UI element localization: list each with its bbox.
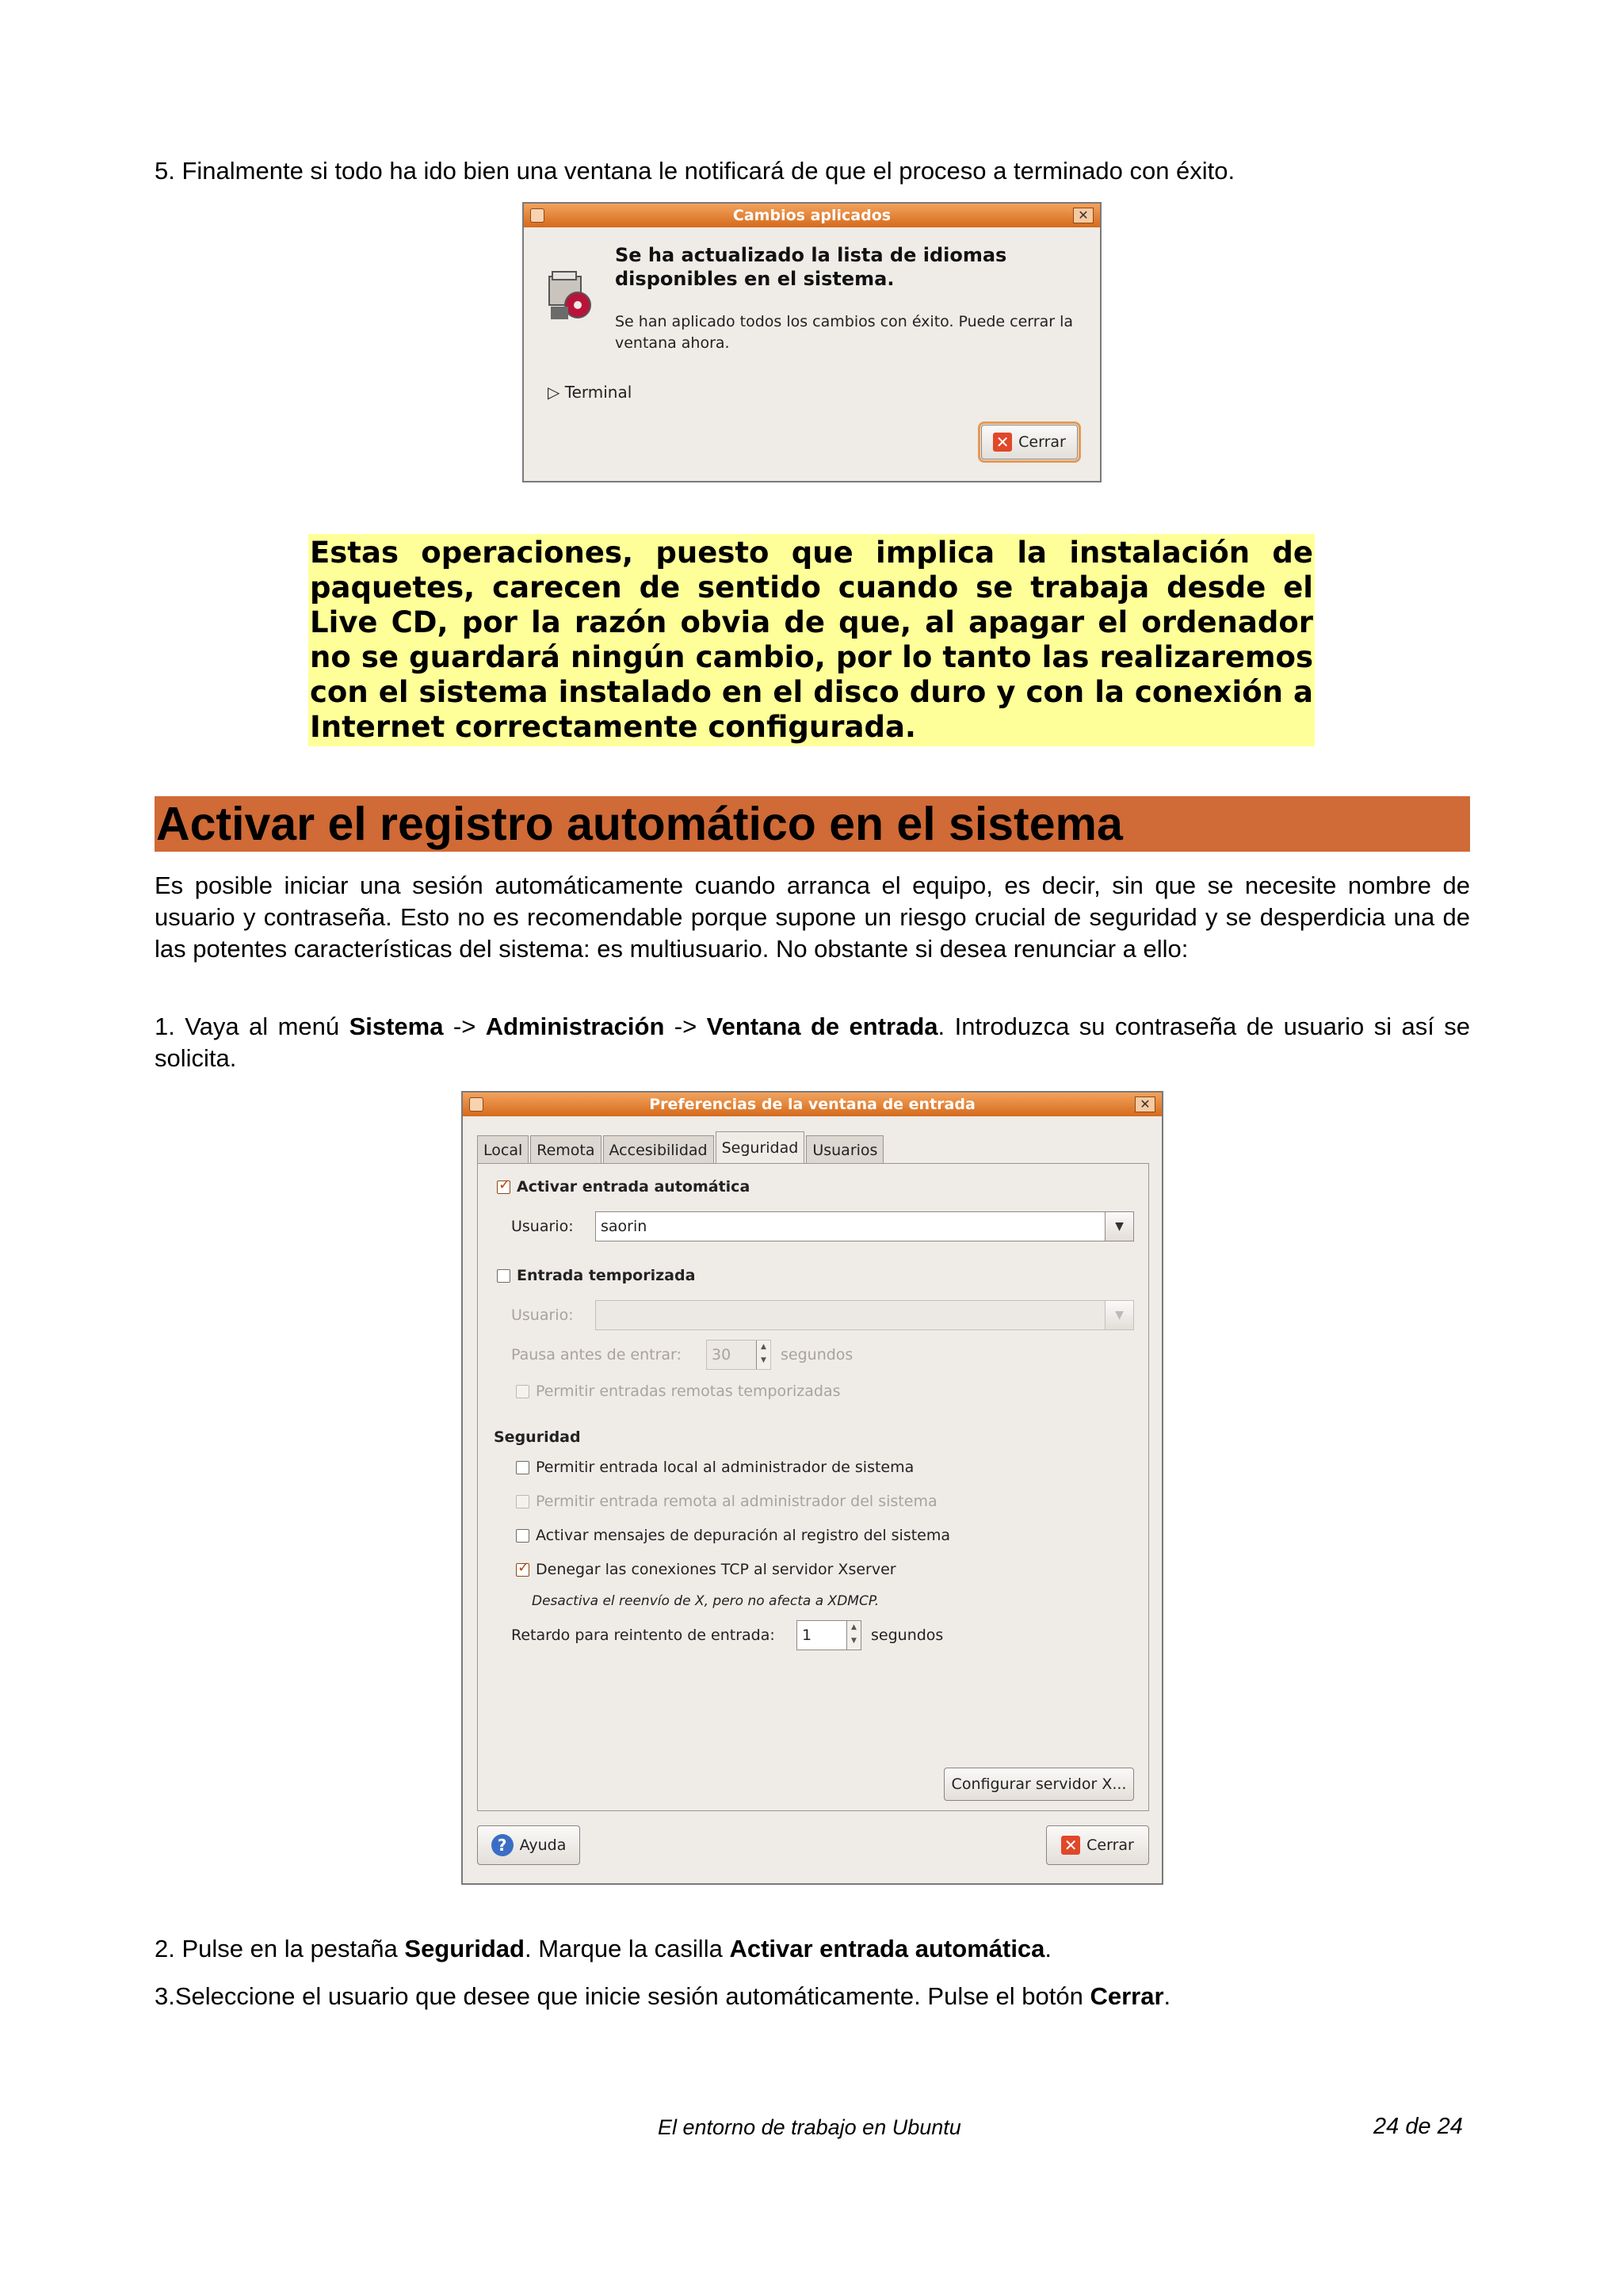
timed-login-checkbox-row[interactable]: [497, 1267, 695, 1284]
security-tab-panel: [477, 1163, 1149, 1811]
close-icon[interactable]: ✕: [1073, 208, 1094, 223]
local-admin-label: Permitir entrada local al administrador de sistema: [536, 1459, 915, 1476]
menu-ventana-entrada: Ventana de entrada: [706, 1013, 938, 1040]
step-2-mid: . Marque la casilla: [524, 1935, 730, 1962]
close-button-icon: ✕: [1061, 1836, 1080, 1855]
step-2-text: [155, 1933, 1470, 1965]
step-2-checkbox-name: Activar entrada automática: [729, 1935, 1045, 1962]
window-menu-icon[interactable]: [530, 208, 544, 223]
step-3-suffix: .: [1163, 1982, 1171, 2010]
step-2-prefix: 2. Pulse en la pestaña: [155, 1935, 405, 1962]
footer-title: El entorno de trabajo en Ubuntu: [658, 2115, 961, 2139]
tab-accesibilidad[interactable]: Accesibilidad: [603, 1135, 714, 1164]
chevron-down-icon[interactable]: ▼: [1105, 1301, 1133, 1329]
tab-seguridad[interactable]: Seguridad: [716, 1131, 805, 1165]
login-preferences-dialog: [461, 1091, 1163, 1885]
debug-messages-label: Activar mensajes de depuración al registro del sistema: [536, 1527, 951, 1544]
tab-usuarios[interactable]: Usuarios: [806, 1135, 884, 1164]
help-button[interactable]: [477, 1825, 580, 1865]
retry-delay-value: 1: [802, 1627, 812, 1644]
pause-value: 30: [712, 1346, 731, 1363]
step-3-prefix: 3.Seleccione el usuario que desee que inicie sesión automáticamente. Pulse el botón: [155, 1982, 1090, 2010]
spin-up-icon[interactable]: ▲: [761, 1343, 766, 1351]
deny-tcp-checkbox[interactable]: [516, 1563, 529, 1577]
expander-label: Terminal: [564, 383, 632, 402]
retry-delay-spinner[interactable]: [796, 1620, 861, 1650]
auto-login-user-combo[interactable]: [595, 1211, 1134, 1241]
dialog-titlebar: [524, 204, 1100, 227]
live-cd-note: Estas operaciones, puesto que implica la instalación de paquetes, carecen de sentido cuando se trabaja desde el Live CD, por la razón obvia de que, al apagar el ordenador no se guardará ningún cambio, por lo tanto las realizaremos con el sistema instalado en el disco duro y con la conexión a Internet correctamente configurada.: [308, 534, 1315, 746]
local-admin-checkbox[interactable]: [516, 1461, 529, 1474]
spin-down-icon[interactable]: ▼: [761, 1356, 766, 1364]
chevron-down-icon[interactable]: ▼: [1105, 1212, 1133, 1241]
spinner-arrows-icon[interactable]: [756, 1341, 770, 1369]
close-button[interactable]: [1046, 1825, 1149, 1865]
terminal-expander[interactable]: [548, 383, 632, 402]
debug-messages-checkbox[interactable]: [516, 1529, 529, 1543]
retry-unit-row: [871, 1627, 943, 1644]
section-heading: Activar el registro automático en el sistema: [155, 796, 1470, 852]
auto-login-user-label: Usuario:: [511, 1218, 574, 1235]
deny-tcp-row[interactable]: [516, 1561, 896, 1578]
configure-xserver-label: Configurar servidor X...: [951, 1775, 1127, 1793]
tab-remota[interactable]: Remota: [530, 1135, 601, 1164]
step-1-suffix: . Introduzca su contraseña de usuario si así se solicita.: [155, 1013, 1471, 1072]
help-icon: ?: [491, 1834, 514, 1856]
auto-login-label: Activar entrada automática: [517, 1178, 750, 1196]
close-button-label: Cerrar: [1018, 433, 1066, 451]
tcp-hint: Desactiva el reenvío de X, pero no afecta a XDMCP.: [532, 1593, 880, 1609]
step-5-text: 5. Finalmente si todo ha ido bien una ventana le notificará de que el proceso a terminado con éxito.: [155, 157, 1235, 185]
remote-admin-checkbox[interactable]: [516, 1495, 529, 1508]
remote-timed-label: Permitir entradas remotas temporizadas: [536, 1383, 841, 1400]
retry-delay-unit: segundos: [871, 1627, 944, 1644]
step-1-prefix: 1. Vaya al menú: [155, 1013, 349, 1040]
dialog-message: Se han aplicado todos los cambios con éxito. Puede cerrar la ventana ahora.: [615, 313, 1074, 352]
spin-down-icon[interactable]: ▼: [851, 1637, 857, 1645]
timed-login-user-label: Usuario:: [511, 1306, 574, 1324]
auto-login-user-label-row: [511, 1218, 574, 1235]
window-menu-icon[interactable]: [469, 1097, 483, 1112]
step-3-text: [155, 1981, 1470, 2012]
pause-label: Pausa antes de entrar:: [511, 1346, 682, 1363]
step-1-sep: ->: [664, 1013, 707, 1040]
pause-unit: segundos: [781, 1346, 854, 1363]
deny-tcp-label: Denegar las conexiones TCP al servidor Xserver: [536, 1561, 896, 1578]
retry-delay-row: [511, 1627, 775, 1644]
close-button-label: Cerrar: [1086, 1836, 1134, 1854]
pause-row: [511, 1346, 682, 1363]
debug-messages-row[interactable]: [516, 1527, 950, 1544]
timed-login-user-label-row: [511, 1306, 574, 1324]
package-installer-icon: [544, 269, 594, 322]
dialog-heading: Se ha actualizado la lista de idiomas disponibles en el sistema.: [615, 244, 1007, 290]
timed-login-label: Entrada temporizada: [517, 1267, 696, 1284]
spin-up-icon[interactable]: ▲: [851, 1623, 857, 1631]
pause-spinner[interactable]: [706, 1340, 771, 1370]
menu-administracion: Administración: [485, 1013, 665, 1040]
retry-delay-label: Retardo para reintento de entrada:: [511, 1627, 775, 1644]
step-1-sep: ->: [443, 1013, 486, 1040]
tab-bar: [477, 1131, 885, 1164]
close-button-icon: ✕: [993, 433, 1012, 452]
remote-timed-checkbox[interactable]: [516, 1385, 529, 1398]
close-icon[interactable]: ✕: [1135, 1097, 1155, 1112]
auto-login-checkbox[interactable]: [497, 1180, 510, 1194]
auto-login-checkbox-row[interactable]: [497, 1178, 750, 1196]
page-number: 24 de 24: [1373, 2114, 1463, 2139]
expander-arrow-icon: ▷: [548, 383, 560, 402]
security-section-title: Seguridad: [494, 1428, 581, 1446]
remote-timed-row: [516, 1383, 840, 1400]
dialog-title: Preferencias de la ventana de entrada: [649, 1096, 976, 1113]
intro-paragraph: Es posible iniciar una sesión automáticamente cuando arranca el equipo, es decir, sin que se necesite nombre de usuario y contraseña. Esto no es recomendable porque supone un riesgo crucial de seguridad y se desperdicia una de las potentes características del sistema: es multiusuario. No obstante si desea renunciar a ello:: [155, 871, 1470, 963]
changes-applied-dialog: [522, 202, 1102, 482]
remote-admin-row: [516, 1493, 938, 1510]
tab-local[interactable]: Local: [477, 1135, 529, 1164]
step-2-tab-name: Seguridad: [404, 1935, 525, 1962]
step-2-suffix: .: [1044, 1935, 1052, 1962]
spinner-arrows-icon[interactable]: [846, 1621, 861, 1650]
dialog-titlebar: [463, 1093, 1162, 1116]
close-button[interactable]: [981, 425, 1078, 460]
timed-login-user-combo[interactable]: [595, 1300, 1134, 1330]
step-1-text: [155, 1011, 1470, 1074]
configure-xserver-button[interactable]: [944, 1768, 1134, 1801]
step-3-button-name: Cerrar: [1090, 1982, 1164, 2010]
auto-login-user-value: saorin: [601, 1218, 647, 1235]
timed-login-checkbox[interactable]: [497, 1269, 510, 1283]
remote-admin-label: Permitir entrada remota al administrador del sistema: [536, 1493, 938, 1510]
local-admin-row[interactable]: [516, 1459, 914, 1476]
menu-sistema: Sistema: [349, 1013, 444, 1040]
help-button-label: Ayuda: [519, 1836, 567, 1854]
dialog-title: Cambios aplicados: [732, 207, 892, 224]
pause-unit-row: [781, 1346, 853, 1363]
